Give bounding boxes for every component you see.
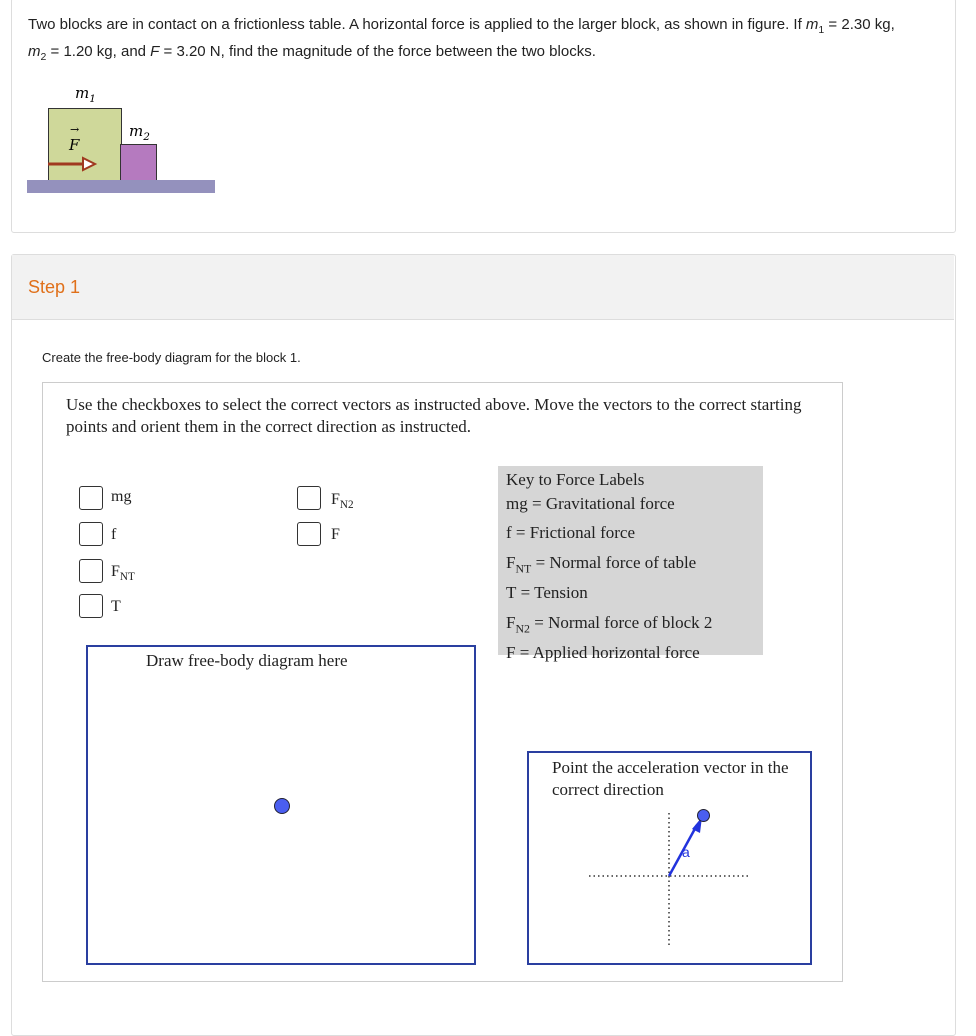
m1-sub: 1 (818, 24, 825, 36)
table (27, 180, 215, 193)
key-item: mg = Gravitational force (506, 493, 675, 513)
problem-text (28, 14, 938, 68)
problem-text-part: = 1.20 kg, and (46, 43, 151, 60)
m2-symbol: m (28, 43, 41, 60)
block-2 (120, 144, 157, 182)
problem-text-part: Two blocks are in contact on a frictionless table. A horizontal force is applied to the larger block, as shown in figure. If (28, 16, 806, 33)
acceleration-panel (527, 751, 812, 965)
acceleration-handle[interactable] (697, 809, 710, 822)
m2-label: $m_2$ (129, 122, 150, 143)
block-point-handle[interactable] (274, 798, 290, 814)
m1-label: $m_1$ (75, 84, 96, 105)
force-label-key (498, 466, 763, 662)
key-item: T = Tension (506, 583, 588, 603)
acceleration-title: Point the acceleration vector in the correct direction (552, 758, 789, 799)
blocks-figure (27, 82, 217, 197)
problem-text-part: = 2.30 kg, (824, 16, 895, 33)
problem-text-part: = 3.20 N, find the magnitude of the force between the two blocks. (159, 43, 596, 60)
step-header (12, 255, 954, 320)
fbd-canvas[interactable] (86, 645, 476, 965)
key-item: $F_{NT}$ = Normal force of table (506, 553, 697, 576)
force-arrow-icon (48, 156, 98, 172)
key-item: $F_{N2}$ = Normal force of block 2 (506, 613, 713, 636)
key-item: F = Applied horizontal force (506, 642, 700, 662)
step-title: Step 1 (28, 277, 81, 297)
force-label: → F (69, 123, 80, 154)
acceleration-label: a (682, 844, 690, 860)
acceleration-axes (584, 803, 754, 953)
m1-symbol: m (805, 16, 819, 33)
fbd-title: Draw free-body diagram here (146, 651, 348, 670)
applet-instructions: Use the checkboxes to select the correct vectors as instructed above. Move the vectors to the correct starting points and orient them in the correct direction as instructed. (66, 395, 802, 436)
key-title: Key to Force Labels (506, 470, 645, 489)
step-instruction: Create the free-body diagram for the block 1. (42, 350, 301, 365)
m2-sub: 2 (40, 51, 47, 63)
f-symbol: F (150, 43, 160, 60)
key-item: f = Frictional force (506, 523, 636, 543)
